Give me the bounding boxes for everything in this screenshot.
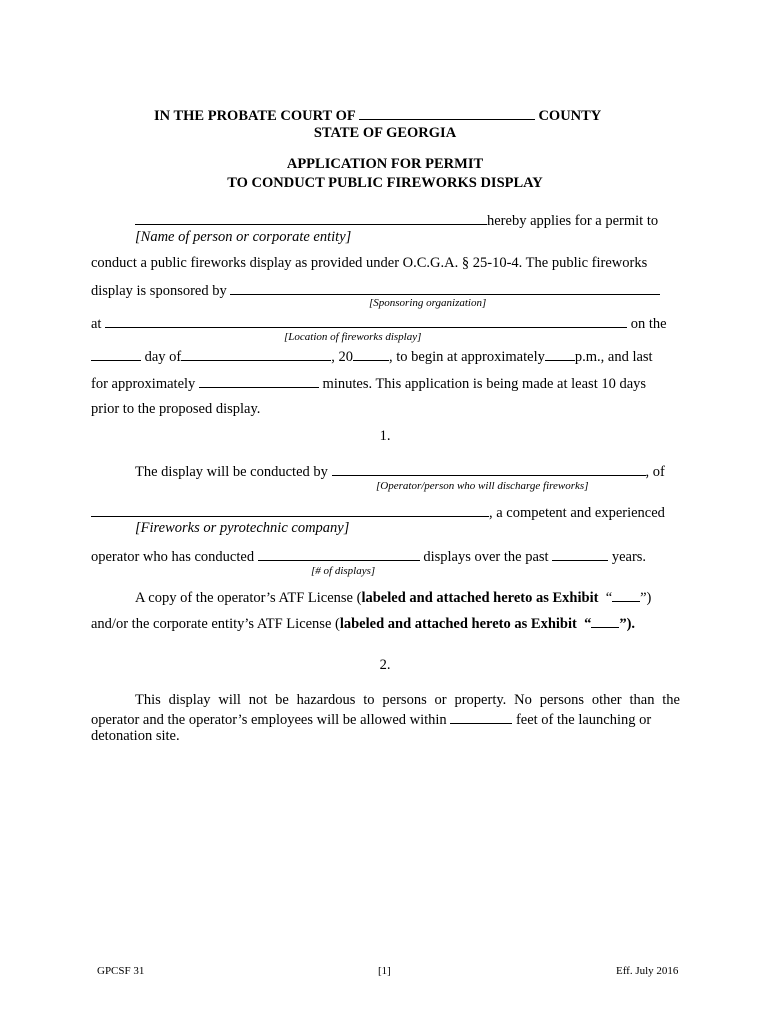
operator-atf-line bbox=[135, 587, 651, 607]
court-suffix: COUNTY bbox=[538, 108, 602, 124]
operator-conducted-text: operator who has conducted bbox=[91, 549, 255, 565]
exhibit-quote-close-2: ”). bbox=[619, 616, 636, 632]
hazard-text-2b: feet of the launching or bbox=[515, 712, 652, 728]
pm-text: p.m., and last bbox=[574, 349, 653, 365]
years-text: years. bbox=[611, 549, 647, 565]
minutes-text: minutes. This application is being made at least 10 days bbox=[322, 376, 647, 392]
effective-date: Eff. July 2016 bbox=[616, 965, 679, 977]
on-the-text: on the bbox=[630, 316, 667, 332]
hazard-text-2a: operator and the operator’s employees will be allowed within bbox=[91, 712, 447, 728]
month-blank[interactable] bbox=[181, 346, 331, 361]
section-2-number: 2. bbox=[379, 657, 391, 673]
year-blank[interactable] bbox=[353, 346, 389, 361]
page-number: [1] bbox=[378, 965, 391, 977]
prior-text: prior to the proposed display. bbox=[91, 401, 261, 417]
hazard-line-2 bbox=[91, 709, 651, 729]
state-heading: STATE OF GEORGIA bbox=[313, 125, 457, 141]
applies-text: hereby applies for a permit to bbox=[487, 213, 659, 229]
day-of-text: day of bbox=[144, 349, 182, 365]
time-blank[interactable] bbox=[545, 346, 575, 361]
exhibit-quote-open: “ bbox=[605, 590, 613, 606]
date-line bbox=[91, 346, 653, 366]
at-prefix: at bbox=[91, 316, 102, 332]
company-caption: [Fireworks or pyrotechnic company] bbox=[135, 520, 350, 536]
applicant-line bbox=[135, 210, 658, 230]
location-blank[interactable] bbox=[105, 313, 627, 328]
years-blank[interactable] bbox=[552, 546, 608, 561]
begin-text: , to begin at approximately bbox=[389, 349, 545, 365]
displays-count-blank[interactable] bbox=[258, 546, 420, 561]
corporate-prefix: and/or the corporate entity’s ATF License ( bbox=[91, 616, 340, 632]
name-caption: [Name of person or corporate entity] bbox=[135, 229, 352, 245]
location-caption: [Location of fireworks display] bbox=[284, 331, 422, 343]
conducted-by-line bbox=[135, 461, 665, 481]
year-prefix: , 20 bbox=[331, 349, 354, 365]
operator-blank[interactable] bbox=[332, 461, 646, 476]
hazard-text-1: This display will not be hazardous to persons or property. No persons other than the bbox=[135, 692, 680, 708]
conducted-by-text: The display will be conducted by bbox=[135, 464, 328, 480]
exhibit-quote-open-2: “ bbox=[584, 616, 592, 632]
hazard-line-1 bbox=[135, 691, 680, 709]
exhibit-label-2: labeled and attached hereto as Exhibit bbox=[339, 616, 577, 632]
exhibit-label: labeled and attached hereto as Exhibit bbox=[361, 590, 599, 606]
experience-line bbox=[91, 546, 646, 566]
for-approx-text: for approximately bbox=[91, 376, 196, 392]
corporate-exhibit-blank[interactable] bbox=[591, 613, 619, 628]
minutes-blank[interactable] bbox=[199, 373, 319, 388]
duration-line bbox=[91, 373, 646, 393]
operator-caption: [Operator/person who will discharge fireworks] bbox=[376, 480, 589, 492]
competent-text: , a competent and experienced bbox=[489, 505, 665, 521]
exhibit-quote-close: ”) bbox=[640, 590, 652, 606]
operator-exhibit-blank[interactable] bbox=[612, 587, 640, 602]
title-line-1: APPLICATION FOR PERMIT bbox=[286, 156, 484, 172]
court-heading bbox=[154, 105, 601, 125]
county-blank[interactable] bbox=[359, 105, 535, 120]
title-line-2: TO CONDUCT PUBLIC FIREWORKS DISPLAY bbox=[227, 175, 543, 191]
displays-over-text: displays over the past bbox=[423, 549, 549, 565]
sponsor-blank[interactable] bbox=[230, 280, 660, 295]
sponsor-caption: [Sponsoring organization] bbox=[369, 297, 487, 309]
distance-blank[interactable] bbox=[450, 709, 512, 724]
company-blank[interactable] bbox=[91, 502, 489, 517]
section-1-number: 1. bbox=[379, 428, 391, 444]
day-blank[interactable] bbox=[91, 346, 141, 361]
conduct-text: conduct a public fireworks display as provided under O.C.G.A. § 25-10-4. The public fireworks bbox=[91, 255, 648, 271]
applicant-name-blank[interactable] bbox=[135, 210, 487, 225]
sponsored-prefix: display is sponsored by bbox=[91, 283, 227, 299]
form-id: GPCSF 31 bbox=[97, 965, 145, 977]
court-prefix: IN THE PROBATE COURT OF bbox=[154, 108, 356, 124]
corporate-atf-line bbox=[91, 613, 635, 633]
location-line bbox=[91, 313, 667, 333]
hazard-line-3: detonation site. bbox=[91, 728, 180, 744]
of-text: , of bbox=[645, 464, 665, 480]
displays-caption: [# of displays] bbox=[311, 565, 376, 577]
copy-prefix: A copy of the operator’s ATF License ( bbox=[135, 590, 362, 606]
